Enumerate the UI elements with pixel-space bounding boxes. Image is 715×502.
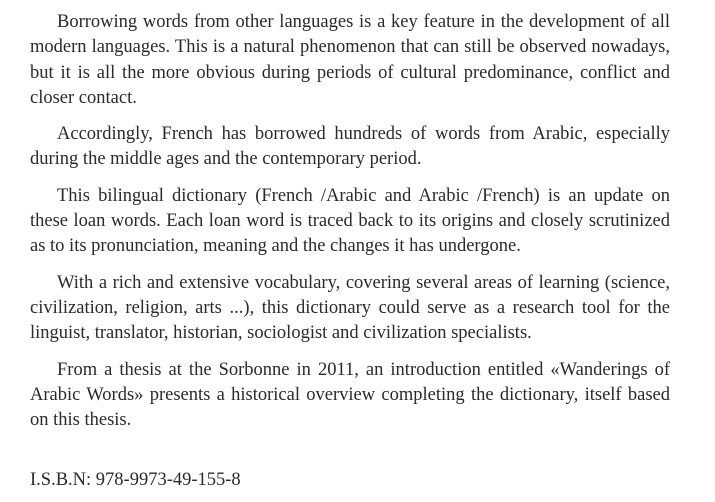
- isbn-number: I.S.B.N: 978-9973-49-155-8: [30, 470, 241, 490]
- paragraph-thesis: From a thesis at the Sorbonne in 2011, an introduction entitled «Wanderings of Arabic Words» presents a historical overview completing the dictionary, itself based on this thesis.: [30, 359, 670, 431]
- description-text: [30, 10, 670, 444]
- paragraph-vocabulary: With a rich and extensive vocabulary, covering several areas of learning (science, civilization, religion, arts ...), this dictionary could serve as a research tool for the linguist, translator, historian, sociologist and civilization specialists.: [30, 272, 670, 344]
- paragraph-bilingual-dictionary: This bilingual dictionary (French /Arabic and Arabic /French) is an update on these loan words. Each loan word is traced back to its origins and closely scrutinized as to its pronunciation, meaning and the changes it has undergone.: [30, 185, 670, 257]
- paragraph-borrowing: Borrowing words from other languages is a key feature in the development of all modern languages. This is a natural phenomenon that can still be observed nowadays, but it is all the more obvious during periods of cultural predominance, conflict and closer contact.: [30, 12, 670, 108]
- paragraph-french-arabic: Accordingly, French has borrowed hundreds of words from Arabic, especially during the middle ages and the contemporary period.: [30, 124, 670, 170]
